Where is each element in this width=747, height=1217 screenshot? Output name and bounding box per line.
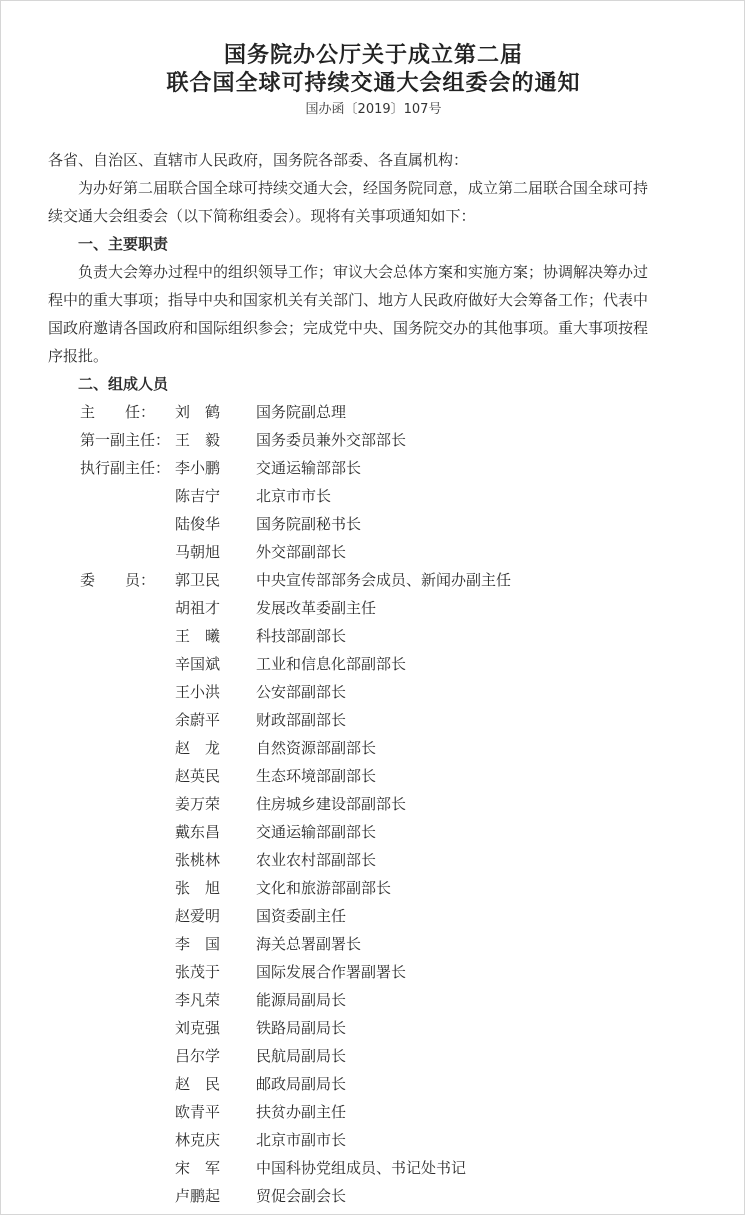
intro-line-2: 续交通大会组委会（以下简称组委会）。现将有关事项通知如下： <box>48 207 476 225</box>
section1-line-3: 国政府邀请各国政府和国际组织参会；完成党中央、国务院交办的其他事项。重大事项按程 <box>48 319 649 337</box>
member-post: 工业和信息化部副部长 <box>256 655 407 673</box>
member-name: 王 毅 <box>175 431 221 449</box>
member-post: 国务委员兼外交部部长 <box>256 431 407 449</box>
member-role: 第一副主任： <box>80 431 171 449</box>
member-row <box>0 766 747 788</box>
member-name: 欧青平 <box>175 1103 221 1121</box>
member-row <box>0 906 747 928</box>
member-post: 海关总署副署长 <box>256 935 362 953</box>
member-post: 北京市市长 <box>256 487 332 505</box>
member-name: 林克庆 <box>175 1131 221 1149</box>
member-name: 赵 民 <box>175 1075 221 1093</box>
member-name: 吕尔学 <box>175 1047 221 1065</box>
member-name: 刘 鹤 <box>175 403 221 421</box>
member-post: 发展改革委副主任 <box>256 599 377 617</box>
member-post: 财政部副部长 <box>256 711 347 729</box>
member-post: 外交部副部长 <box>256 543 347 561</box>
member-row <box>0 626 747 648</box>
member-name: 李小鹏 <box>175 459 221 477</box>
document-number: 国办函〔2019〕107号 <box>305 102 442 117</box>
member-row <box>0 430 747 452</box>
member-row <box>0 458 747 480</box>
member-role: 委 员： <box>80 571 156 589</box>
member-row <box>0 990 747 1012</box>
member-row <box>0 822 747 844</box>
member-row <box>0 1130 747 1152</box>
member-name: 张 旭 <box>175 879 221 897</box>
member-name: 辛国斌 <box>175 655 221 673</box>
member-name: 宋 军 <box>175 1159 221 1177</box>
member-post: 生态环境部副部长 <box>256 767 377 785</box>
member-post: 交通运输部部长 <box>256 459 362 477</box>
section1-heading: 一、主要职责 <box>78 235 169 253</box>
member-post: 中央宣传部部务会成员、新闻办副主任 <box>256 571 512 589</box>
document-title-line1: 国务院办公厅关于成立第二届 <box>223 43 523 68</box>
member-name: 卢鹏起 <box>175 1187 221 1205</box>
member-name: 张桃林 <box>175 851 221 869</box>
member-row <box>0 514 747 536</box>
member-name: 张茂于 <box>175 963 221 981</box>
member-post: 国务院副总理 <box>256 403 347 421</box>
member-name: 王小洪 <box>175 683 221 701</box>
member-name: 赵英民 <box>175 767 221 785</box>
member-row <box>0 1186 747 1208</box>
member-row <box>0 878 747 900</box>
member-row <box>0 934 747 956</box>
member-name: 戴东昌 <box>175 823 221 841</box>
member-name: 李凡荣 <box>175 991 221 1009</box>
member-name: 陈吉宁 <box>175 487 221 505</box>
salutation: 各省、自治区、直辖市人民政府，国务院各部委、各直属机构： <box>48 151 469 169</box>
member-post: 科技部副部长 <box>256 627 347 645</box>
member-name: 郭卫民 <box>175 571 221 589</box>
member-row <box>0 850 747 872</box>
member-name: 余蔚平 <box>175 711 221 729</box>
member-post: 铁路局副局长 <box>256 1019 347 1037</box>
intro-line-1: 为办好第二届联合国全球可持续交通大会，经国务院同意，成立第二届联合国全球可持 <box>78 179 649 197</box>
member-row <box>0 962 747 984</box>
member-row <box>0 794 747 816</box>
member-post: 文化和旅游部副部长 <box>256 879 392 897</box>
member-name: 胡祖才 <box>175 599 221 617</box>
member-post: 扶贫办副主任 <box>256 1103 347 1121</box>
member-post: 贸促会副会长 <box>256 1187 347 1205</box>
member-post: 中国科协党组成员、书记处书记 <box>256 1159 467 1177</box>
member-name: 马朝旭 <box>175 543 221 561</box>
member-row <box>0 710 747 732</box>
member-post: 能源局副局长 <box>256 991 347 1009</box>
member-name: 刘克强 <box>175 1019 221 1037</box>
member-row <box>0 1018 747 1040</box>
member-post: 国务院副秘书长 <box>256 515 362 533</box>
member-row <box>0 654 747 676</box>
section1-line-1: 负责大会筹办过程中的组织领导工作；审议大会总体方案和实施方案；协调解决筹办过 <box>78 263 649 281</box>
member-name: 赵爱明 <box>175 907 221 925</box>
member-row <box>0 1074 747 1096</box>
member-name: 王 曦 <box>175 627 221 645</box>
member-row <box>0 1102 747 1124</box>
member-name: 姜万荣 <box>175 795 221 813</box>
member-post: 北京市副市长 <box>256 1131 347 1149</box>
member-name: 赵 龙 <box>175 739 221 757</box>
document-title-line2: 联合国全球可持续交通大会组委会的通知 <box>166 71 581 96</box>
member-post: 自然资源部副部长 <box>256 739 377 757</box>
member-row <box>0 1158 747 1180</box>
member-post: 农业农村部副部长 <box>256 851 377 869</box>
member-role: 主 任： <box>80 403 156 421</box>
member-post: 交通运输部副部长 <box>256 823 377 841</box>
member-row <box>0 598 747 620</box>
member-post: 住房城乡建设部副部长 <box>256 795 407 813</box>
member-row <box>0 486 747 508</box>
section1-line-2: 程中的重大事项；指导中央和国家机关有关部门、地方人民政府做好大会筹备工作；代表中 <box>48 291 649 309</box>
member-row <box>0 570 747 592</box>
member-role: 执行副主任： <box>80 459 171 477</box>
member-row <box>0 1046 747 1068</box>
member-name: 李 国 <box>175 935 221 953</box>
section1-line-4: 序报批。 <box>48 347 109 365</box>
member-name: 陆俊华 <box>175 515 221 533</box>
member-post: 民航局副局长 <box>256 1047 347 1065</box>
member-row <box>0 738 747 760</box>
member-post: 国际发展合作署副署长 <box>256 963 407 981</box>
member-row <box>0 402 747 424</box>
member-row <box>0 682 747 704</box>
member-post: 公安部副部长 <box>256 683 347 701</box>
member-post: 国资委副主任 <box>256 907 347 925</box>
section2-heading: 二、组成人员 <box>78 375 169 393</box>
member-post: 邮政局副局长 <box>256 1075 347 1093</box>
member-row <box>0 542 747 564</box>
